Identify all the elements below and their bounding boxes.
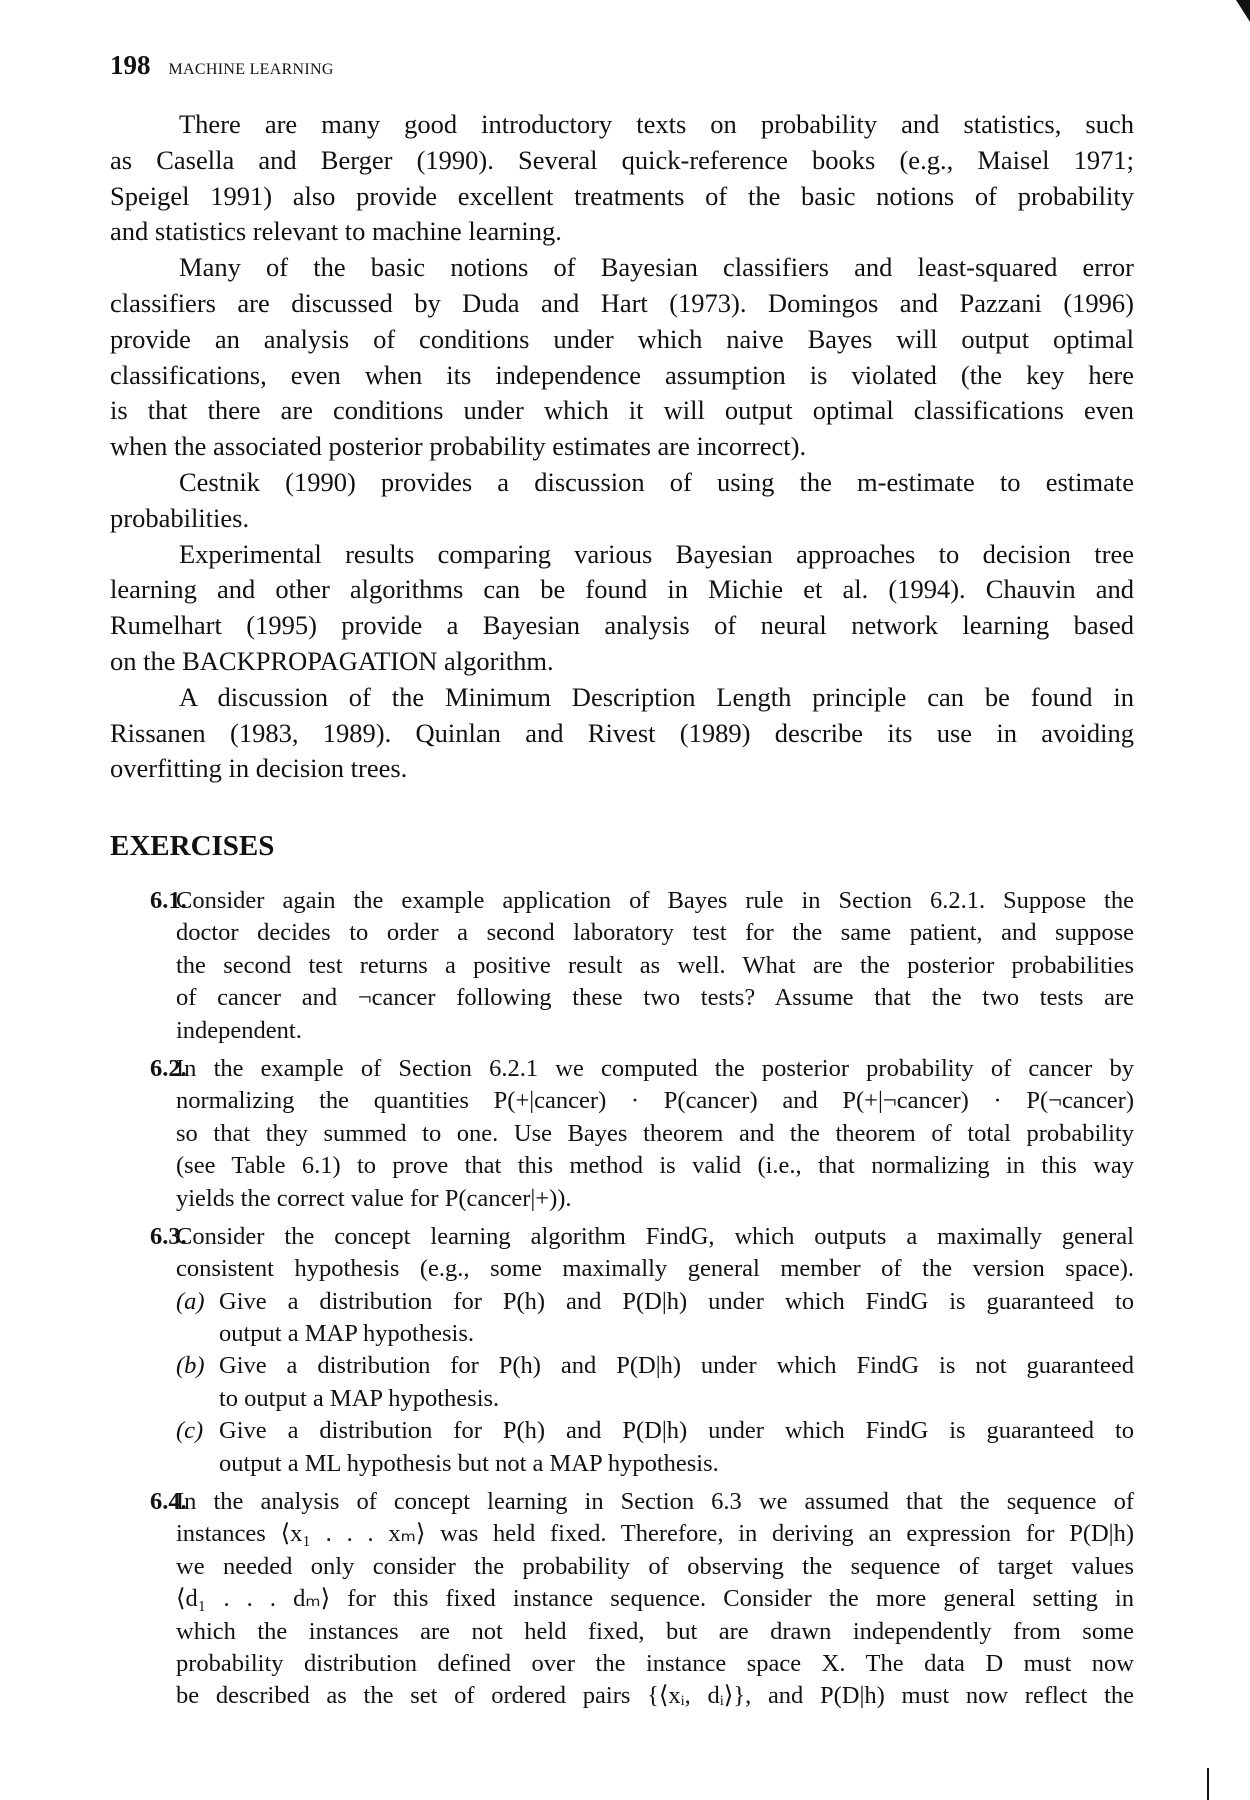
exercise-text-line: which the instances are not held fixed, but are drawn independently from some (176, 1617, 1134, 1645)
exercise-subitem (176, 1415, 1134, 1480)
text-line: There are many good introductory texts on probability and statistics, such (179, 109, 1134, 139)
exercise-number: 6.3. (150, 1222, 187, 1250)
scan-corner-mark (1236, 0, 1250, 22)
running-header (110, 50, 334, 81)
text-line: classifiers are discussed by Duda and Hart (1973). Domingos and Pazzani (1996) (110, 287, 1134, 318)
subitem-text-line: output a ML hypothesis but not a MAP hypothesis. (219, 1449, 719, 1477)
page-number: 198 (110, 50, 151, 80)
exercise-subitem (176, 1286, 1134, 1351)
exercise-text-line: probability distribution defined over the instance space X. The data D must now (176, 1649, 1134, 1677)
exercise-text-line: we needed only consider the probability of observing the sequence of target values (176, 1552, 1134, 1580)
text-line: Experimental results comparing various Bayesian approaches to decision tree (179, 538, 1134, 569)
exercise-text-line: so that they summed to one. Use Bayes theorem and the theorem of total probability (176, 1119, 1134, 1147)
text-line: is that there are conditions under which it will output optimal classifications even (110, 395, 1134, 426)
exercise-number: 6.2. (150, 1054, 187, 1082)
exercise-text-line: instances ⟨x₁ . . . xₘ⟩ was held fixed. Therefore, in deriving an expression for P(D|h) (176, 1520, 1134, 1548)
subitem-text-line: output a MAP hypothesis. (219, 1320, 474, 1348)
paragraph (110, 680, 1134, 787)
exercise-text-line: the second test returns a positive result as well. What are the posterior probabilities (176, 951, 1134, 979)
paragraph (110, 537, 1134, 680)
text-line: Rumelhart (1995) provide a Bayesian analysis of neural network learning based (110, 610, 1134, 641)
exercise-item (150, 1486, 1134, 1713)
text-line: Speigel 1991) also provide excellent treatments of the basic notions of probability (110, 180, 1134, 211)
text-line: A discussion of the Minimum Description Length principle can be found in (179, 681, 1134, 712)
body-text (110, 107, 1134, 787)
text-line: learning and other algorithms can be found in Michie et al. (1994). Chauvin and (110, 574, 1134, 605)
text-line: Cestnik (1990) provides a discussion of using the m-estimate to estimate (179, 466, 1134, 497)
exercises-heading: EXERCISES (110, 830, 275, 862)
subitem-text-line: Give a distribution for P(h) and P(D|h) under which FindG is not guaranteed (219, 1352, 1134, 1380)
subitem-label: (c) (176, 1417, 204, 1445)
running-head-title: MACHINE LEARNING (168, 61, 334, 78)
subitem-text-line: Give a distribution for P(h) and P(D|h) under which FindG is guaranteed to (219, 1287, 1134, 1315)
text-line: on the BACKPROPAGATION algorithm. (110, 645, 554, 676)
text-line: probabilities. (110, 502, 250, 533)
exercise-text-line: (see Table 6.1) to prove that this method is valid (i.e., that normalizing in this way (176, 1152, 1134, 1180)
exercise-text-line: doctor decides to order a second laboratory test for the same patient, and suppose (176, 919, 1134, 947)
exercise-text-line: consistent hypothesis (e.g., some maximally general member of the version space). (176, 1255, 1134, 1283)
exercise-text-line: independent. (176, 1016, 302, 1044)
exercise-text-line: normalizing the quantities P(+|cancer) · P(cancer) and P(+|¬cancer) · P(¬cancer) (176, 1087, 1134, 1115)
exercise-text-line: of cancer and ¬cancer following these two tests? Assume that the two tests are (176, 984, 1134, 1012)
exercise-number: 6.4. (150, 1488, 187, 1516)
text-line: as Casella and Berger (1990). Several quick-reference books (e.g., Maisel 1971; (110, 144, 1134, 175)
text-line: and statistics relevant to machine learning. (110, 216, 562, 247)
text-line: Rissanen (1983, 1989). Quinlan and Rivest (1989) describe its use in avoiding (110, 717, 1134, 748)
text-line: classifications, even when its independence assumption is violated (the key here (110, 359, 1134, 390)
exercise-text-line: In the example of Section 6.2.1 we computed the posterior probability of cancer by (176, 1054, 1134, 1082)
exercise-text-line: yields the correct value for P(cancer|+)). (176, 1184, 572, 1212)
exercise-text-line: be described as the set of ordered pairs {⟨xᵢ, dᵢ⟩}, and P(D|h) must now reflect the (176, 1682, 1134, 1710)
exercise-subitem (176, 1350, 1134, 1415)
exercise-number: 6.1. (150, 887, 187, 914)
exercise-text-line: ⟨d₁ . . . dₘ⟩ for this fixed instance sequence. Consider the more general setting in (176, 1585, 1134, 1613)
exercise-text-line: Consider again the example application of Bayes rule in Section 6.2.1. Suppose the (176, 887, 1134, 914)
paragraph (110, 250, 1134, 465)
exercise-item (150, 1053, 1134, 1215)
text-line: provide an analysis of conditions under which naive Bayes will output optimal (110, 323, 1134, 354)
subitem-label: (b) (176, 1352, 205, 1380)
exercise-text-line: Consider the concept learning algorithm FindG, which outputs a maximally general (176, 1222, 1134, 1250)
text-line: when the associated posterior probability estimates are incorrect). (110, 431, 807, 462)
exercises-list (150, 885, 1134, 1719)
scan-edge-mark (1207, 1768, 1209, 1800)
text-line: Many of the basic notions of Bayesian classifiers and least-squared error (179, 252, 1134, 283)
subitem-label: (a) (176, 1287, 205, 1315)
subitem-text-line: to output a MAP hypothesis. (219, 1384, 500, 1412)
text-line: overfitting in decision trees. (110, 753, 408, 784)
paragraph (110, 465, 1134, 537)
paragraph (110, 107, 1134, 250)
exercise-item (150, 885, 1134, 1047)
exercise-text-line: In the analysis of concept learning in Section 6.3 we assumed that the sequence of (176, 1488, 1134, 1516)
exercise-item (150, 1221, 1134, 1480)
subitem-text-line: Give a distribution for P(h) and P(D|h) under which FindG is guaranteed to (219, 1417, 1134, 1445)
